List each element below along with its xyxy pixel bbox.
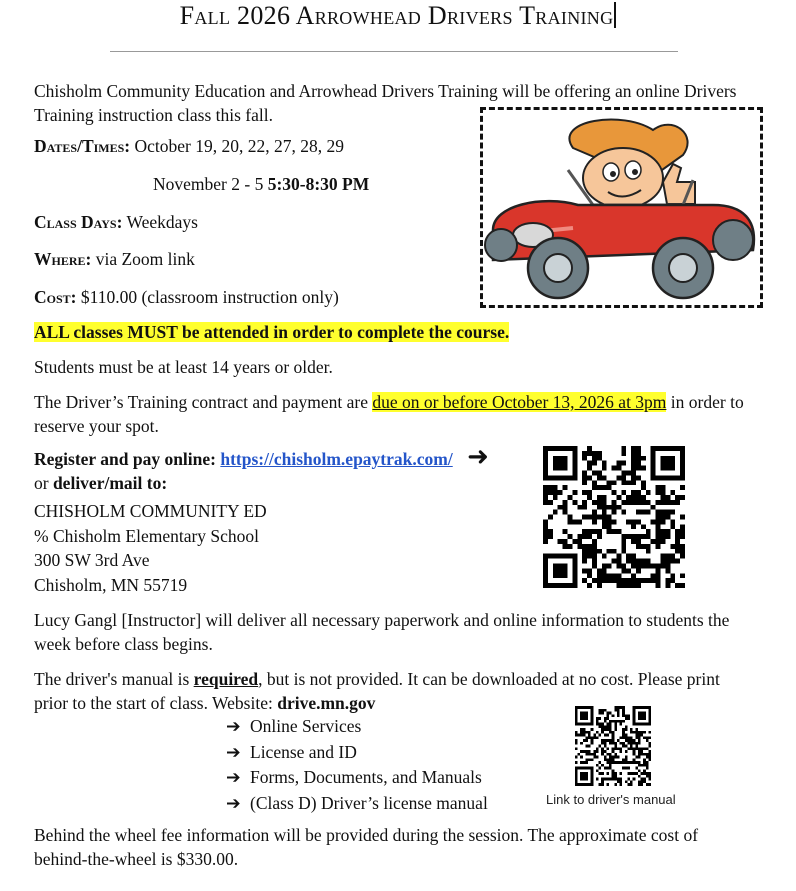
register-label: Register and pay online: (34, 449, 216, 469)
arrow-bullet-icon: ➔ (226, 742, 241, 763)
mail-label: deliver/mail to: (52, 473, 168, 493)
manual-step: ➔ Online Services (226, 714, 488, 740)
attendance-notice (34, 320, 509, 344)
page-title (0, 0, 796, 32)
intro-paragraph: Chisholm Community Education and Arrowhead Drivers Training will be offering an online Drivers Training instruction class this fall. (34, 81, 737, 125)
or-text: or (34, 473, 49, 493)
address-line-1: CHISHOLM COMMUNITY ED (34, 501, 267, 521)
right-arrow-icon: ➜ (467, 442, 489, 472)
where-line (34, 247, 195, 271)
contract-paragraph (34, 390, 754, 438)
mail-line (34, 471, 167, 495)
text-cursor (614, 2, 616, 28)
where-label: Where: (34, 249, 92, 269)
manual-steps-list (226, 714, 488, 816)
manual-qr-caption: Link to driver's manual (546, 792, 676, 807)
attendance-notice-text: ALL classes MUST be attended in order to complete the course. (34, 322, 510, 342)
cost-line (34, 285, 339, 309)
title-divider (110, 51, 678, 52)
contract-deadline: due on or before October 13, 2026 at 3pm (372, 392, 667, 412)
arrow-bullet-icon: ➔ (226, 717, 241, 737)
cartoon-car-image (480, 107, 763, 308)
dates-line (34, 134, 344, 158)
manual-website: drive.mn.gov (277, 693, 376, 713)
class-days-value: Weekdays (126, 212, 198, 232)
manual-required: required (193, 669, 259, 689)
page-title-text: Fall 2026 Arrowhead Drivers Training (179, 1, 614, 30)
where-value: via Zoom link (95, 249, 195, 269)
address-line-3: 300 SW 3rd Ave (34, 550, 150, 570)
contract-text-after: in order to reserve your spot. (34, 392, 744, 436)
manual-step: ➔ Forms, Documents, and Manuals (226, 765, 488, 791)
dates-line-2 (153, 172, 369, 196)
manual-step: ➔ (Class D) Driver’s license manual (226, 791, 488, 817)
registration-qr-code[interactable] (543, 446, 685, 588)
behind-wheel-paragraph: Behind the wheel fee information will be provided during the session. The approximate cost of behind-the-wheel is $330.00. (34, 825, 699, 869)
register-link[interactable]: https://chisholm.epaytrak.com/ (220, 449, 453, 469)
cartoon-driver-illustration (483, 110, 760, 305)
dates-label: Dates/Times: (34, 136, 131, 156)
age-requirement: Students must be at least 14 years or older. (34, 357, 333, 377)
cost-label: Cost: (34, 287, 77, 307)
manual-qr-code[interactable] (575, 706, 651, 786)
arrow-bullet-icon: ➔ (226, 768, 241, 788)
manual-text-before: The driver's manual is (34, 669, 190, 689)
qr-code-icon (575, 706, 651, 786)
dates-value: October 19, 20, 22, 27, 28, 29 (134, 136, 345, 156)
instructor-note: Lucy Gangl [Instructor] will deliver all necessary paperwork and online information to students the week before class begins. (34, 610, 730, 654)
class-days-line (34, 210, 198, 234)
manual-step: ➔ License and ID (226, 740, 488, 766)
dates-november: November 2 - 5 (153, 174, 264, 194)
cost-value: $110.00 (classroom instruction only) (80, 287, 339, 307)
arrow-bullet-icon: ➔ (226, 793, 241, 814)
register-line (34, 442, 489, 472)
manual-text-after: , but is not provided. It can be downloaded at no cost. Please print prior to the start of class. Website: (34, 669, 720, 713)
contract-text-before: The Driver’s Training contract and payment are (34, 392, 369, 412)
address-line-4: Chisholm, MN 55719 (34, 575, 188, 595)
qr-code-icon (543, 446, 685, 588)
address-line-2: % Chisholm Elementary School (34, 526, 260, 546)
class-days-label: Class Days: (34, 212, 123, 232)
time-range: 5:30-8:30 PM (267, 174, 370, 194)
